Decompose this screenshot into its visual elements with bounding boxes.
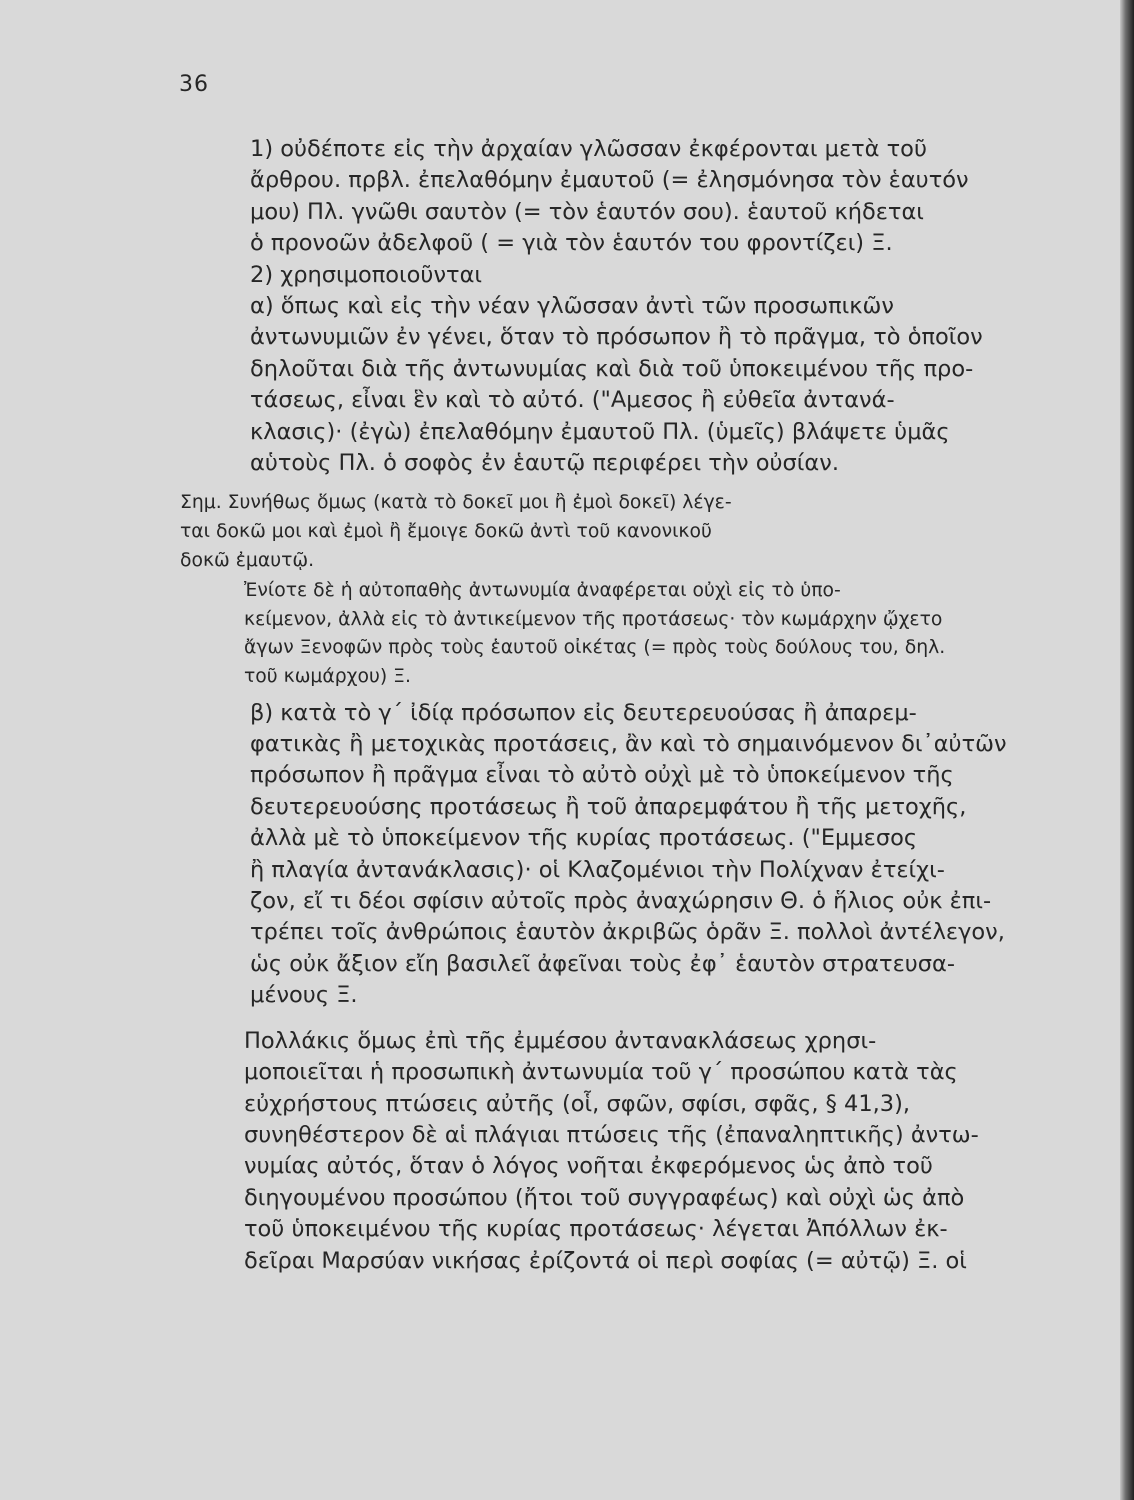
note-continuation-line-3: ἄγων Ξενοφῶν πρὸς τοὺς ἑαυτοῦ οἰκέτας (= πρὸς τοὺς δούλους του, δηλ. xyxy=(244,637,946,659)
paragraph-3-line-5: κλασις)· (ἐγὼ) ἐπελαθόμην ἐμαυτοῦ Πλ. (ὑμεῖς) βλάψετε ὑμᾶς xyxy=(250,418,950,445)
paragraph-1-line-2: ἄρθρου. πρβλ. ἐπελαθόμην ἐμαυτοῦ (= ἐλησμόνησα τὸν ἑαυτόν xyxy=(250,167,969,194)
paragraph-7-line-7: τοῦ ὑποκειμένου τῆς κυρίας προτάσεως· λέγεται Ἀπόλλων ἐκ- xyxy=(244,1216,948,1243)
note-continuation xyxy=(180,577,1116,691)
paragraph-7-line-8: δεῖραι Μαρσύαν νικήσας ἐρίζοντά οἱ περὶ σοφίας (= αὐτῷ) Ξ. οἱ xyxy=(244,1247,967,1274)
paragraph-7-line-6: διηγουμένου προσώπου (ἤτοι τοῦ συγγραφέως) καὶ οὐχὶ ὡς ἀπὸ xyxy=(244,1184,965,1211)
paragraph-6-line-6: ἢ πλαγία ἀντανάκλασις)· οἱ Κλαζομένιοι τὴν Πολίχναν ἐτείχι- xyxy=(250,856,945,883)
paragraph-1-line-4: ὁ προνοῶν ἀδελφοῦ ( = γιὰ τὸν ἑαυτόν του φροντίζει) Ξ. xyxy=(250,230,893,257)
paragraph-3 xyxy=(180,291,1116,479)
paragraph-2-line-1: 2) χρησιμοποιοῦνται xyxy=(250,261,483,288)
paragraph-6-line-5: ἀλλὰ μὲ τὸ ὑποκείμενον τῆς κυρίας προτάσεως. ("Εμμεσος xyxy=(250,825,918,852)
paragraph-1-line-1: 1) οὐδέποτε εἰς τὴν ἀρχαίαν γλῶσσαν ἐκφέρονται μετὰ τοῦ xyxy=(250,136,927,162)
paragraph-3-line-3: δηλοῦται διὰ τῆς ἀντωνυμίας καὶ διὰ τοῦ ὑποκειμένου τῆς προ- xyxy=(250,355,974,382)
paragraph-6-line-3: πρόσωπον ἢ πρᾶγμα εἶναι τὸ αὐτὸ οὐχὶ μὲ τὸ ὑποκείμενον τῆς xyxy=(250,762,954,789)
paragraph-7-line-1: Πολλάκις ὅμως ἐπὶ τῆς ἐμμέσου ἀντανακλάσεως χρησι- xyxy=(244,1027,877,1054)
paragraph-3-line-2: ἀντωνυμιῶν ἐν γένει, ὅταν τὸ πρόσωπον ἢ τὸ πρᾶγμα, τὸ ὁποῖον xyxy=(250,324,983,351)
paragraph-7-line-4: συνηθέστερον δὲ αἱ πλάγιαι πτώσεις τῆς (ἐπαναληπτικῆς) ἀντω- xyxy=(244,1121,979,1148)
paragraph-6-line-1: β) κατὰ τὸ γ΄ ἰδίᾳ πρόσωπον εἰς δευτερευούσας ἢ ἀπαρεμ- xyxy=(250,699,917,726)
paragraph-6-line-7: ζον, εἴ τι δέοι σφίσιν αὐτοῖς πρὸς ἀναχώρησιν Θ. ὁ ἥλιος οὐκ ἐπι- xyxy=(250,888,992,915)
paragraph-6-line-8: τρέπει τοῖς ἀνθρώποις ἑαυτὸν ἀκριβῶς ὁρᾶν Ξ. πολλοὶ ἀντέλεγον, xyxy=(250,919,1005,946)
note-paragraph-line-2: ται δοκῶ μοι καὶ ἐμοὶ ἢ ἔμοιγε δοκῶ ἀντὶ τοῦ κανονικοῦ xyxy=(180,521,712,543)
note-continuation-line-1: Ἐνίοτε δὲ ἡ αὐτοπαθὴς ἀντωνυμία ἀναφέρεται οὐχὶ εἰς τὸ ὑπο- xyxy=(244,580,841,602)
paragraph-6-line-10: μένους Ξ. xyxy=(250,982,358,1009)
paragraph-7-line-2: μοποιεῖται ἡ προσωπικὴ ἀντωνυμία τοῦ γ΄ προσώπου κατὰ τὰς xyxy=(244,1059,958,1086)
paragraph-6 xyxy=(180,698,1116,1012)
paragraph-7 xyxy=(180,1026,1116,1277)
paragraph-7-line-5: νυμίας αὐτός, ὅταν ὁ λόγος νοῆται ἐκφερόμενος ὡς ἀπὸ τοῦ xyxy=(244,1153,933,1180)
paragraph-1 xyxy=(180,134,1116,260)
paragraph-3-line-4: τάσεως, εἶναι ἓν καὶ τὸ αὐτό. ("Αμεσος ἢ εὐθεῖα ἀντανά- xyxy=(250,387,895,414)
page-number: 36 xyxy=(179,72,209,97)
note-paragraph-line-3: δοκῶ ἐμαυτῷ. xyxy=(180,549,315,571)
paragraph-7-line-3: εὐχρήστους πτώσεις αὐτῆς (οἷ, σφῶν, σφίσι, σφᾶς, § 41,3), xyxy=(244,1090,911,1117)
paragraph-2 xyxy=(180,260,1116,291)
scan-shadow-edge xyxy=(1120,0,1134,1500)
paragraph-3-line-1: α) ὅπως καὶ εἰς τὴν νέαν γλῶσσαν ἀντὶ τῶν προσωπικῶν xyxy=(250,293,894,320)
paragraph-6-line-2: φατικὰς ἢ μετοχικὰς προτάσεις, ἂν καὶ τὸ σημαινόμενον δι᾽αὐτῶν xyxy=(250,731,1007,758)
note-paragraph-line-1: Σημ. Συνήθως ὅμως (κατὰ τὸ δοκεῖ μοι ἢ ἐμοὶ δοκεῖ) λέγε- xyxy=(180,492,732,514)
paragraph-6-line-9: ὡς οὐκ ἄξιον εἴη βασιλεῖ ἀφεῖναι τοὺς ἐφ᾽ ἑαυτὸν στρατευσα- xyxy=(250,950,955,977)
paragraph-1-line-3: μου) Πλ. γνῶθι σαυτὸν (= τὸν ἑαυτόν σου). ἑαυτοῦ κήδεται xyxy=(250,198,924,225)
note-continuation-line-2: κείμενον, ἀλλὰ εἰς τὸ ἀντικείμενον τῆς προτάσεως· τὸν κωμάρχην ᾤχετο xyxy=(244,608,943,630)
paragraph-6-line-4: δευτερευούσης προτάσεως ἢ τοῦ ἀπαρεμφάτου ἢ τῆς μετοχῆς, xyxy=(250,793,967,820)
note-continuation-line-4: τοῦ κωμάρχου) Ξ. xyxy=(244,666,412,688)
page-content xyxy=(180,134,1116,1277)
paragraph-3-line-6: αὑτοὺς Πλ. ὁ σοφὸς ἐν ἑαυτῷ περιφέρει τὴν οὐσίαν. xyxy=(250,450,839,477)
note-paragraph xyxy=(180,489,1116,575)
